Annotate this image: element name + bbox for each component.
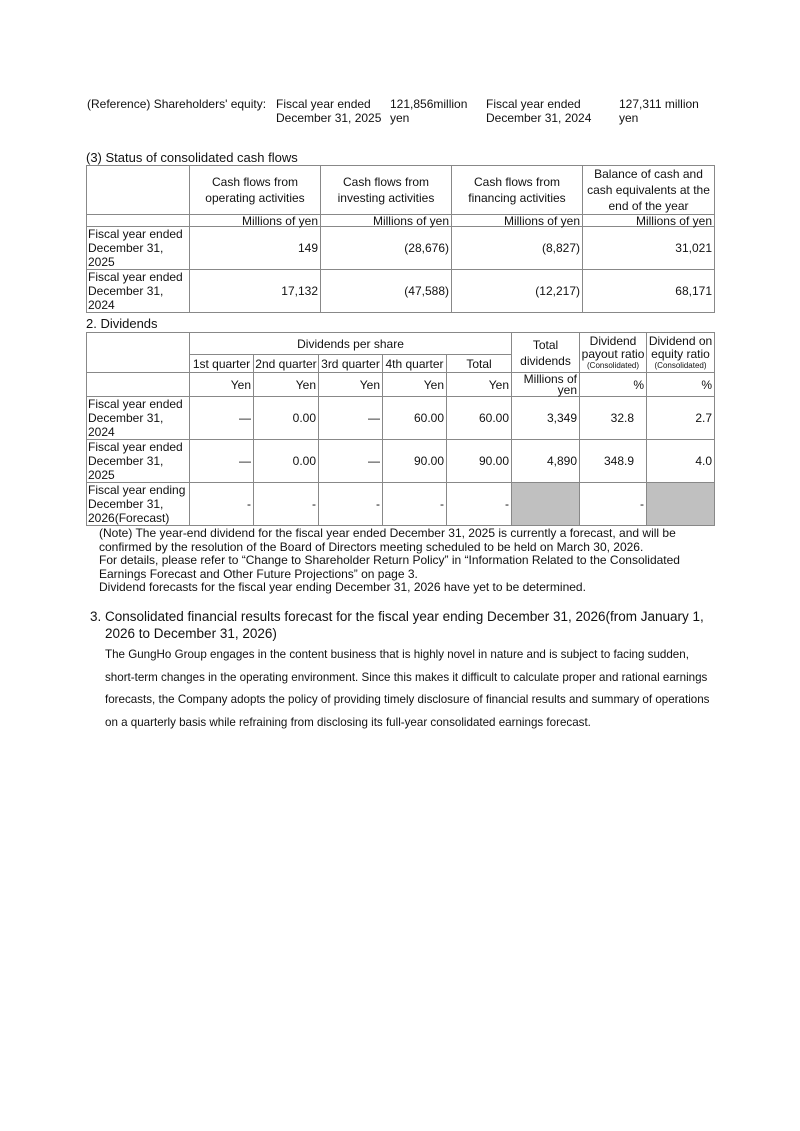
note-line: (Note) The year-end dividend for the fiscal year ended December 31, 2025 is currently a forecast, and will be confirmed by the resolution of the Board of Directors meeting scheduled to be held on March 30, 2026.: [99, 526, 676, 554]
unit-cell: Yen: [190, 373, 254, 397]
header-payout-ratio: Dividend payout ratio (Consolidated): [580, 333, 647, 373]
forecast-heading: [90, 608, 720, 642]
reference-prior-value: 127,311 million yen: [619, 97, 699, 125]
reference-current-value: 121,856million yen: [390, 97, 468, 125]
row-label: Fiscal year ended December 31, 2024: [87, 270, 190, 313]
value-cell: 0.00: [254, 397, 319, 440]
unit-cell: Yen: [447, 373, 512, 397]
cash-flows-unit-row: [87, 215, 715, 227]
cash-flows-title: (3) Status of consolidated cash flows: [86, 150, 298, 165]
dividends-title: 2. Dividends: [86, 316, 158, 331]
unit-cell: Yen: [319, 373, 383, 397]
header-equity-ratio: Dividend on equity ratio (Consolidated): [647, 333, 715, 373]
value-cell: -: [319, 483, 383, 526]
dividends-unit-row: [87, 373, 715, 397]
value-cell: (8,827): [452, 227, 583, 270]
shaded-cell: [647, 483, 715, 526]
value-cell: (47,588): [321, 270, 452, 313]
header-investing: Cash flows from investing activities: [321, 166, 452, 215]
unit-cell: Yen: [383, 373, 447, 397]
value-cell: 17,132: [190, 270, 321, 313]
forecast-body: The GungHo Group engages in the content business that is highly novel in nature and is subject to facing sudden, short-term changes in the operating environment. Since this makes it difficult to calculate proper and rational earnings forecasts, the Company adopts the policy of providing timely disclosure of financial results and summary of operations on a quarterly basis while refraining from disclosing its full-year consolidated earnings forecast.: [105, 648, 710, 729]
table-row: [87, 270, 715, 313]
unit-cell: Millions of yen: [583, 215, 715, 227]
value-cell: —: [190, 440, 254, 483]
cash-flows-header-row: [87, 166, 715, 215]
header-total-dividends: Total dividends: [512, 333, 580, 373]
section-number: 3.: [90, 609, 102, 624]
table-row: [87, 227, 715, 270]
consolidated-label: (Consolidated): [654, 360, 707, 370]
unit-cell: Millions of yen: [452, 215, 583, 227]
table-row: [87, 397, 715, 440]
empty-header-cell: [87, 166, 190, 215]
table-row: [87, 483, 715, 526]
value-cell: 149: [190, 227, 321, 270]
header-operating: Cash flows from operating activities: [190, 166, 321, 215]
unit-cell: Millions of yen: [512, 373, 580, 397]
value-cell: —: [319, 397, 383, 440]
value-cell: 90.00: [447, 440, 512, 483]
value-cell: 68,171: [583, 270, 715, 313]
header-1st-quarter: 1st quarter: [190, 355, 254, 373]
shareholders-equity-reference: [87, 97, 727, 125]
header-financing: Cash flows from financing activities: [452, 166, 583, 215]
reference-current-period: Fiscal year ended December 31, 2025: [276, 97, 382, 125]
note-line: For details, please refer to “Change to Shareholder Return Policy” in “Information Related to the Consolidated Earnings Forecast and Other Future Projections” on page 3.: [99, 553, 680, 581]
value-cell: -: [580, 483, 647, 526]
empty-unit-cell: [87, 373, 190, 397]
value-cell: -: [383, 483, 447, 526]
empty-unit-cell: [87, 215, 190, 227]
unit-cell: %: [580, 373, 647, 397]
row-label: Fiscal year ended December 31, 2025: [87, 440, 190, 483]
consolidated-label: (Consolidated): [587, 360, 640, 370]
reference-label: (Reference) Shareholders' equity:: [87, 97, 267, 111]
value-cell: 32.8: [580, 397, 647, 440]
value-cell: 4.0: [647, 440, 715, 483]
cash-flows-table: [86, 165, 715, 313]
value-cell: 60.00: [383, 397, 447, 440]
empty-header-cell: [87, 333, 190, 373]
header-2nd-quarter: 2nd quarter: [255, 356, 317, 371]
row-label: Fiscal year ended December 31, 2024: [87, 397, 190, 440]
header-cash-balance: Balance of cash and cash equivalents at the end of the year: [583, 166, 715, 215]
value-cell: 0.00: [254, 440, 319, 483]
value-cell: 60.00: [447, 397, 512, 440]
forecast-title: Consolidated financial results forecast for the fiscal year ending December 31, 2026(from January 1, 2026 to December 31, 2026): [105, 609, 704, 641]
value-cell: —: [319, 440, 383, 483]
header-4th-quarter: 4th quarter: [383, 355, 447, 373]
reference-prior-period: Fiscal year ended December 31, 2024: [486, 97, 592, 125]
value-cell: -: [254, 483, 319, 526]
shaded-cell: [512, 483, 580, 526]
value-cell: 2.7: [647, 397, 715, 440]
unit-cell: Yen: [254, 373, 319, 397]
header-total: Total: [447, 355, 512, 373]
value-cell: 348.9: [580, 440, 647, 483]
value-cell: 31,021: [583, 227, 715, 270]
header-3rd-quarter: 3rd quarter: [319, 355, 383, 373]
unit-cell: Millions of yen: [190, 215, 321, 227]
value-cell: -: [447, 483, 512, 526]
unit-cell: Millions of yen: [321, 215, 452, 227]
value-cell: 4,890: [512, 440, 580, 483]
dividends-note: [99, 527, 719, 595]
dividends-header-row: [87, 333, 715, 355]
header-dividends-per-share: Dividends per share: [190, 333, 512, 355]
value-cell: 90.00: [383, 440, 447, 483]
value-cell: 3,349: [512, 397, 580, 440]
table-row: [87, 440, 715, 483]
row-label: Fiscal year ended December 31, 2025: [87, 227, 190, 270]
value-cell: —: [190, 397, 254, 440]
unit-cell: %: [647, 373, 715, 397]
dividends-table: [86, 332, 715, 526]
value-cell: -: [190, 483, 254, 526]
value-cell: (28,676): [321, 227, 452, 270]
row-label: Fiscal year ending December 31, 2026(Forecast): [87, 483, 190, 526]
note-line: Dividend forecasts for the fiscal year ending December 31, 2026 have yet to be determined.: [99, 580, 586, 594]
value-cell: (12,217): [452, 270, 583, 313]
